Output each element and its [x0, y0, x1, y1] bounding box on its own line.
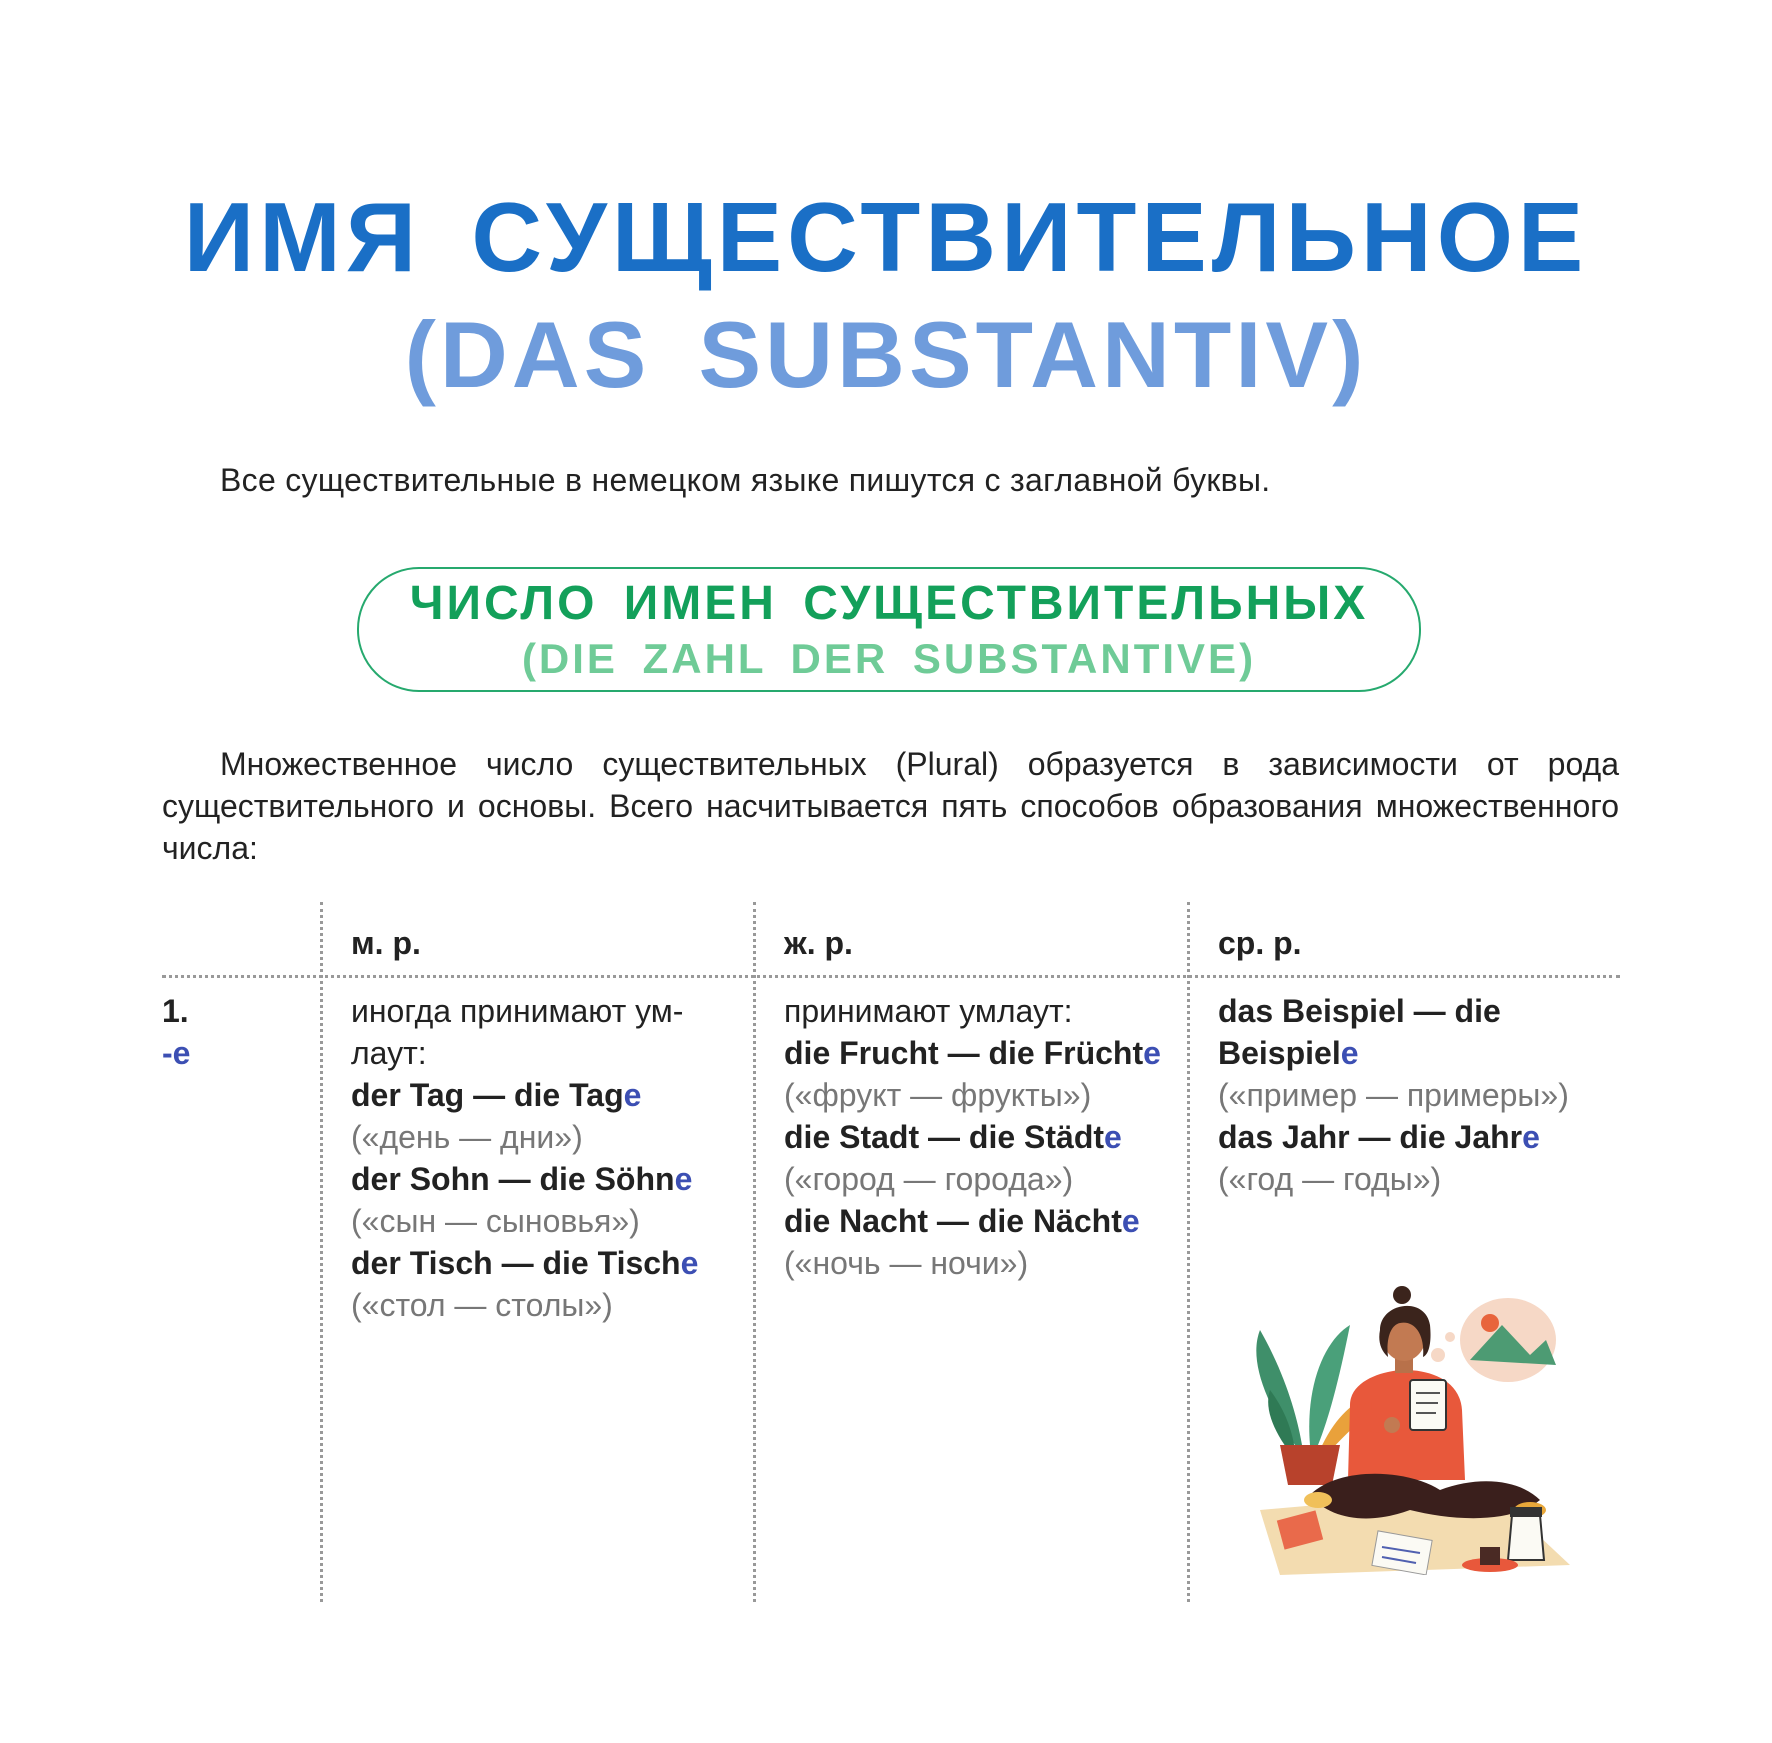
example-translation: («пример — примеры») — [1218, 1077, 1569, 1113]
section-subtitle: (DIE ZAHL DER SUBSTANTIVE) — [521, 635, 1257, 682]
row-label — [162, 990, 312, 1074]
feminine-note: принимают умлаут: — [784, 993, 1073, 1029]
masculine-note: иногда принимают ум-лаут: — [351, 993, 684, 1071]
example-translation: («ночь — ночи») — [784, 1245, 1029, 1281]
example-translation: («сын — сыновья») — [351, 1203, 640, 1239]
page-title: ИМЯ СУЩЕСТВИТЕЛЬНОЕ — [183, 182, 1589, 292]
woman-writing-illustration — [1240, 1285, 1580, 1575]
plural-suffix: -e — [162, 1035, 191, 1071]
intro-text: Все существительные в немецком языке пишутся с заглавной буквы. — [220, 462, 1271, 498]
example-word: die Frucht — die Früchte — [784, 1035, 1161, 1071]
example-translation: («стол — столы») — [351, 1287, 613, 1323]
header-masculine: м. р. — [351, 925, 421, 961]
column-divider — [753, 902, 756, 1602]
row-number: 1. — [162, 993, 189, 1029]
example-word: der Tisch — die Tische — [351, 1245, 699, 1281]
example-word: das Beispiel — die Beispiele — [1218, 993, 1501, 1071]
example-word: die Nacht — die Nächte — [784, 1203, 1140, 1239]
neuter-cell — [1218, 990, 1618, 1200]
masculine-cell — [351, 990, 731, 1326]
section-title: ЧИСЛО ИМЕН СУЩЕСТВИТЕЛЬНЫХ — [409, 577, 1369, 630]
example-word: die Stadt — die Städte — [784, 1119, 1122, 1155]
example-translation: («день — дни») — [351, 1119, 583, 1155]
example-translation: («город — города») — [784, 1161, 1074, 1197]
example-word: der Tag — die Tage — [351, 1077, 642, 1113]
example-translation: («фрукт — фрукты») — [784, 1077, 1092, 1113]
feminine-cell — [784, 990, 1174, 1284]
page-subtitle: (DAS SUBSTANTIV) — [404, 302, 1368, 407]
column-divider — [320, 902, 323, 1602]
column-divider — [1187, 902, 1190, 1602]
example-word: der Sohn — die Söhne — [351, 1161, 693, 1197]
example-word: das Jahr — die Jahre — [1218, 1119, 1540, 1155]
header-divider — [162, 975, 1620, 978]
header-neuter: ср. р. — [1218, 925, 1302, 961]
explanation-paragraph: Множественное число существительных (Plural) образуется в зависимости от рода существительного и основы. Всего насчитывается пять способов образования множественного числа: — [162, 746, 1619, 866]
header-feminine: ж. р. — [784, 925, 853, 961]
example-translation: («год — годы») — [1218, 1161, 1442, 1197]
